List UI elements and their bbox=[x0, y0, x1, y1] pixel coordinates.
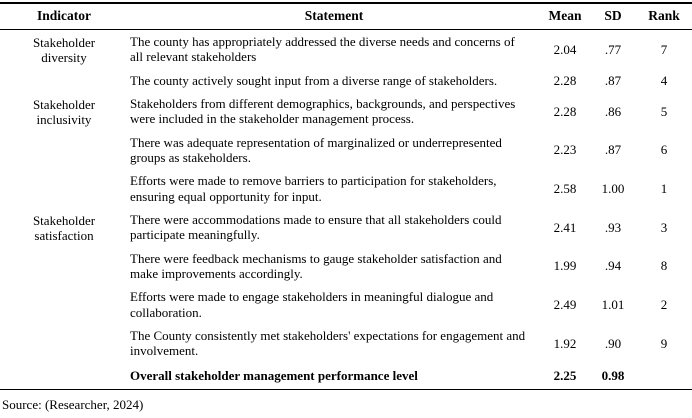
statement-cell: The County consistently met stakeholders' expectations for engagement and involvement. bbox=[130, 327, 526, 359]
overall-statement: Overall stakeholder management performance level bbox=[128, 363, 540, 390]
mean-value: 2.41 bbox=[553, 219, 577, 235]
sd-value: .86 bbox=[604, 103, 622, 119]
rank-value: 4 bbox=[660, 72, 668, 88]
statement-cell: Efforts were made to remove barriers to participation for stakeholders, ensuring equal opportunity for input. bbox=[130, 173, 497, 204]
indicator-stakeholder-diversity: Stakeholder diversity bbox=[32, 34, 96, 66]
statement-cell: There were feedback mechanisms to gauge stakeholder satisfaction and make improvements accordingly. bbox=[130, 250, 502, 281]
rank-value: 7 bbox=[660, 41, 668, 57]
sd-value: .87 bbox=[604, 142, 622, 158]
mean-value: 2.49 bbox=[553, 296, 577, 312]
indicator-stakeholder-satisfaction: Stakeholder satisfaction bbox=[32, 212, 96, 244]
header-rank: Rank bbox=[636, 3, 692, 29]
table-body bbox=[0, 29, 692, 389]
header-statement: Statement bbox=[128, 3, 540, 29]
sd-value: .93 bbox=[604, 219, 622, 235]
rank-value: 9 bbox=[660, 335, 668, 351]
table-row bbox=[0, 29, 692, 68]
statement-cell: Efforts were made to engage stakeholders in meaningful dialogue and collaboration. bbox=[130, 289, 494, 320]
overall-mean-value: 2.25 bbox=[540, 363, 590, 390]
stakeholder-performance-table bbox=[0, 2, 692, 390]
rank-value: 1 bbox=[660, 180, 668, 196]
mean-value: 2.28 bbox=[553, 103, 577, 119]
table-row bbox=[0, 92, 692, 131]
statement-cell: There was adequate representation of marginalized or underrepresented groups as stakeholders. bbox=[130, 134, 502, 165]
mean-value: 2.23 bbox=[553, 142, 577, 158]
statement-cell: Stakeholders from different demographics, backgrounds, and perspectives were included in the stakeholder management process. bbox=[130, 95, 516, 127]
mean-value: 1.99 bbox=[553, 258, 577, 274]
mean-value: 2.04 bbox=[553, 41, 577, 57]
sd-value: .90 bbox=[604, 335, 622, 351]
header-indicator: Indicator bbox=[0, 3, 128, 29]
sd-value: 1.01 bbox=[601, 296, 625, 312]
mean-value: 2.28 bbox=[553, 72, 577, 88]
overall-rank-blank bbox=[636, 363, 692, 390]
sd-value: 1.00 bbox=[601, 180, 625, 196]
mean-value: 1.92 bbox=[553, 335, 577, 351]
overall-row bbox=[0, 363, 692, 390]
rank-value: 6 bbox=[660, 142, 668, 158]
rank-value: 2 bbox=[660, 296, 668, 312]
source-note: Source: (Researcher, 2024) bbox=[2, 396, 144, 412]
rank-value: 3 bbox=[660, 219, 668, 235]
sd-value: .77 bbox=[604, 41, 622, 57]
statement-cell: The county has appropriately addressed the diverse needs and concerns of all relevant stakeholders bbox=[130, 33, 515, 65]
overall-indicator-blank bbox=[0, 363, 128, 390]
header-mean: Mean bbox=[540, 3, 590, 29]
statement-cell: There were accommodations made to ensure that all stakeholders could participate meaningfully. bbox=[130, 211, 502, 243]
overall-sd-value: 0.98 bbox=[590, 363, 636, 390]
indicator-stakeholder-inclusivity: Stakeholder inclusivity bbox=[32, 96, 96, 128]
sd-value: .94 bbox=[604, 258, 622, 274]
sd-value: .87 bbox=[604, 72, 622, 88]
table-row bbox=[0, 208, 692, 247]
mean-value: 2.58 bbox=[553, 180, 577, 196]
header-sd: SD bbox=[590, 3, 636, 29]
statement-cell: The county actively sought input from a diverse range of stakeholders. bbox=[130, 72, 498, 88]
rank-value: 8 bbox=[660, 258, 668, 274]
table-header bbox=[0, 3, 692, 29]
rank-value: 5 bbox=[660, 103, 668, 119]
header-row bbox=[0, 3, 692, 29]
